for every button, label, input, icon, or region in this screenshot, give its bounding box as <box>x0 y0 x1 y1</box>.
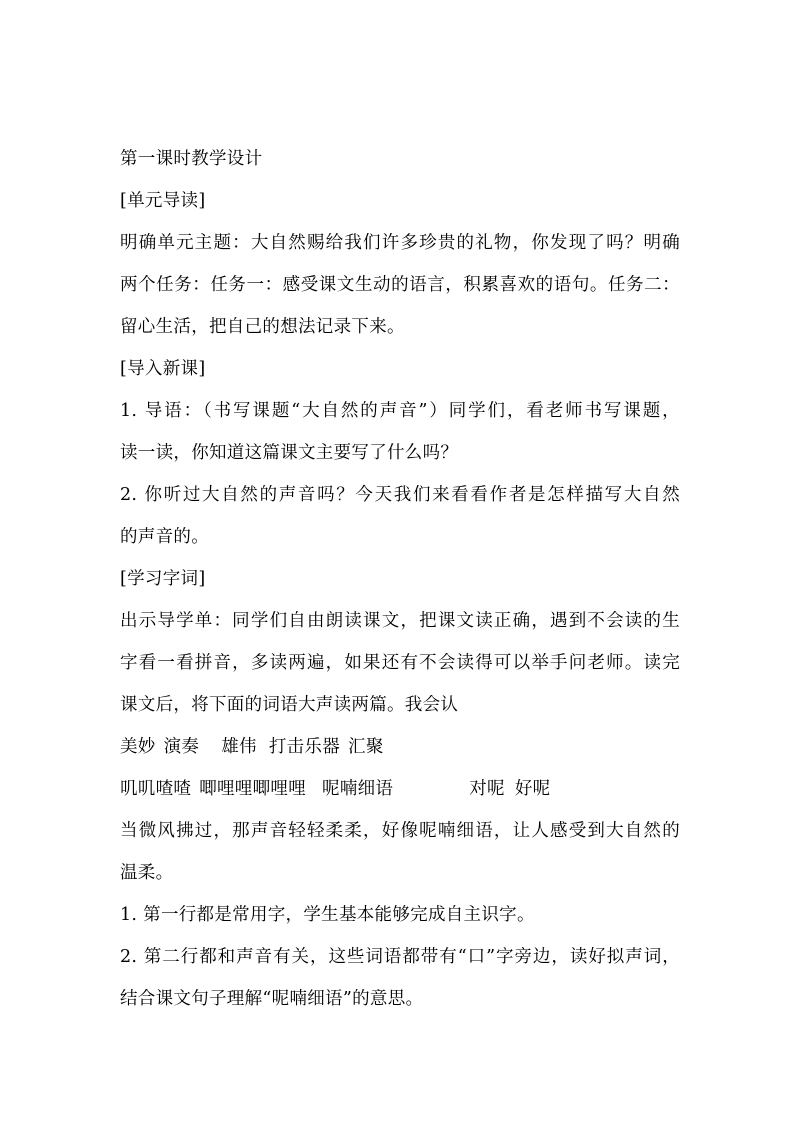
word: 汇聚 <box>348 737 384 757</box>
section-heading-new-lesson: [导入新课] <box>120 359 206 379</box>
word: 好呢 <box>514 779 551 799</box>
paragraph-line: 字看一看拼音，多读两遍，如果还有不会读得可以举手问老师。读完 <box>120 653 680 673</box>
word-row-2 <box>120 778 680 800</box>
note-line: 1. 第一行都是常用字，学生基本能够完成自主识字。 <box>120 905 535 925</box>
paragraph-line: 1. 导语：（书写课题“大自然的声音”）同学们，看老师书写课题， <box>120 401 680 421</box>
paragraph-line: 2. 你听过大自然的声音吗？今天我们来看看作者是怎样描写大自然 <box>120 485 680 505</box>
paragraph-line: 读一读，你知道这篇课文主要写了什么吗？ <box>120 443 459 463</box>
note-line: 结合课文句子理解“呢喃细语”的意思。 <box>120 989 424 1009</box>
note-line: 2. 第二行都和声音有关，这些词语都带有“口”字旁边，读好拟声词， <box>120 947 680 967</box>
paragraph-line: 出示导学单：同学们自由朗读课文，把课文读正确，遇到不会读的生 <box>120 611 680 631</box>
word: 唧哩哩唧哩哩 <box>199 779 307 799</box>
paragraph-line: 两个任务：任务一：感受课文生动的语言，积累喜欢的语句。任务二： <box>120 275 680 295</box>
word: 打击乐器 <box>268 737 341 757</box>
section-heading-unit-intro: [单元导读] <box>120 191 206 211</box>
word: 对呢 <box>469 779 505 799</box>
word: 演奏 <box>163 737 200 757</box>
paragraph-line: 留心生活，把自己的想法记录下来。 <box>120 317 405 337</box>
paragraph-line: 的声音的。 <box>120 527 209 547</box>
word-row-1 <box>120 736 680 758</box>
example-sentence-line: 当微风拂过，那声音轻轻柔柔，好像呢喃细语，让人感受到大自然的 <box>120 821 680 841</box>
document-title: 第一课时教学设计 <box>120 149 263 169</box>
word: 叽叽喳喳 <box>120 779 192 799</box>
word: 美妙 <box>120 737 156 757</box>
word: 雄伟 <box>221 737 257 757</box>
paragraph-line: 课文后，将下面的词语大声读两篇。我会认 <box>120 695 459 715</box>
word: 呢喃细语 <box>322 779 394 799</box>
example-sentence-line: 温柔。 <box>120 863 174 883</box>
paragraph-line: 明确单元主题：大自然赐给我们许多珍贵的礼物，你发现了吗？明确 <box>120 233 680 253</box>
section-heading-vocabulary: [学习字词] <box>120 569 206 589</box>
